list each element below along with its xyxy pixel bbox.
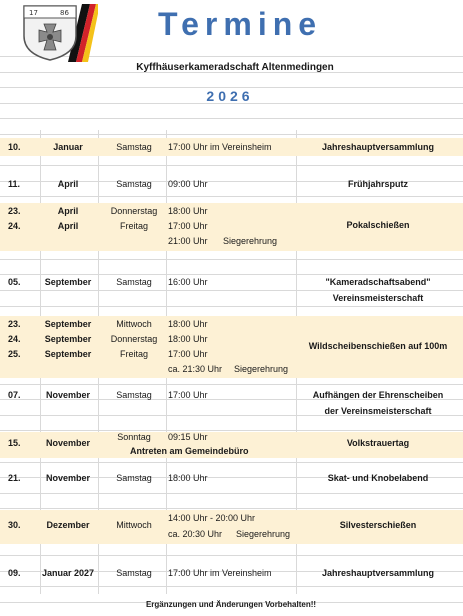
event-time: 14:00 Uhr - 20:00 Uhr xyxy=(168,513,256,523)
event-title: der Vereinsmeisterschaft xyxy=(324,406,432,416)
event-weekday: Samstag xyxy=(116,277,152,287)
event-weekday: Freitag xyxy=(119,349,149,359)
event-title: Jahreshauptversammlung xyxy=(321,568,435,578)
club-name: Kyffhäuserkameradschaft Altenmedingen xyxy=(136,62,334,73)
page-title: Termine xyxy=(157,6,323,42)
event-month: April xyxy=(57,206,79,216)
event-month: November xyxy=(45,390,91,400)
logo-year-left: 17 xyxy=(29,9,38,17)
event-day: 24. xyxy=(8,221,21,231)
event-day: 10. xyxy=(8,142,21,152)
event-month: November xyxy=(45,438,91,448)
event-month: September xyxy=(44,319,92,329)
event-weekday: Samstag xyxy=(116,473,152,483)
event-month: September xyxy=(44,277,92,287)
event-note: Siegerehrung xyxy=(234,364,289,374)
event-day: 23. xyxy=(8,206,21,216)
event-weekday: Samstag xyxy=(116,142,152,152)
event-weekday: Donnerstag xyxy=(110,206,158,216)
event-time: 09:15 Uhr xyxy=(168,432,208,442)
event-day: 30. xyxy=(8,520,21,530)
event-note: Siegerehrung xyxy=(236,529,291,539)
logo-year-right: 86 xyxy=(60,9,69,17)
event-time: 17:00 Uhr xyxy=(168,349,208,359)
event-weekday: Samstag xyxy=(116,179,152,189)
event-time: 18:00 Uhr xyxy=(168,206,208,216)
event-time: 17:00 Uhr xyxy=(168,221,208,231)
event-month: September xyxy=(44,334,92,344)
event-month: Januar 2027 xyxy=(41,568,95,578)
event-day: 07. xyxy=(8,390,21,400)
event-note: Antreten am Gemeindebüro xyxy=(130,446,249,456)
event-title: Pokalschießen xyxy=(346,220,410,230)
event-month: September xyxy=(44,349,92,359)
event-time: 21:00 Uhr xyxy=(168,236,208,246)
event-weekday: Mittwoch xyxy=(116,319,152,329)
event-day: 05. xyxy=(8,277,21,287)
event-time: 18:00 Uhr xyxy=(168,473,208,483)
club-logo xyxy=(20,2,98,62)
event-title: Skat- und Knobelabend xyxy=(327,473,429,483)
event-time: ca. 21:30 Uhr xyxy=(168,364,223,374)
event-day: 09. xyxy=(8,568,21,578)
event-month: April xyxy=(57,221,79,231)
event-weekday: Donnerstag xyxy=(110,334,158,344)
event-month: November xyxy=(45,473,91,483)
event-title: Silvesterschießen xyxy=(339,520,417,530)
event-weekday: Samstag xyxy=(116,568,152,578)
event-time: 18:00 Uhr xyxy=(168,319,208,329)
event-time: 09:00 Uhr xyxy=(168,179,208,189)
event-time: 17:00 Uhr im Vereinsheim xyxy=(168,568,272,578)
event-time: 16:00 Uhr xyxy=(168,277,208,287)
event-note: Siegerehrung xyxy=(223,236,278,246)
event-title: "Kameradschaftsabend" xyxy=(325,277,431,287)
event-title: Wildscheibenschießen auf 100m xyxy=(308,341,448,351)
event-month: April xyxy=(57,179,79,189)
event-weekday: Samstag xyxy=(116,390,152,400)
event-day: 11. xyxy=(8,179,21,189)
event-title: Aufhängen der Ehrenscheiben xyxy=(312,390,444,400)
event-time: 17:00 Uhr xyxy=(168,390,208,400)
event-time: 18:00 Uhr xyxy=(168,334,208,344)
event-weekday: Sonntag xyxy=(117,432,151,442)
footer-note: Ergänzungen und Änderungen Vorbehalten!! xyxy=(145,600,317,609)
event-day: 23. xyxy=(8,319,21,329)
event-time: 17:00 Uhr im Vereinsheim xyxy=(168,142,272,152)
event-month: Januar xyxy=(53,142,83,152)
event-day: 25. xyxy=(8,349,21,359)
event-time: ca. 20:30 Uhr xyxy=(168,529,223,539)
year-heading: 2026 xyxy=(206,88,254,104)
event-weekday: Freitag xyxy=(119,221,149,231)
event-title: Vereinsmeisterschaft xyxy=(332,293,424,303)
event-day: 15. xyxy=(8,438,21,448)
event-title: Volkstrauertag xyxy=(346,438,410,448)
event-title: Frühjahrsputz xyxy=(348,179,408,189)
event-day: 24. xyxy=(8,334,21,344)
event-day: 21. xyxy=(8,473,21,483)
event-title: Jahreshauptversammlung xyxy=(321,142,435,152)
event-month: Dezember xyxy=(46,520,90,530)
event-weekday: Mittwoch xyxy=(116,520,152,530)
